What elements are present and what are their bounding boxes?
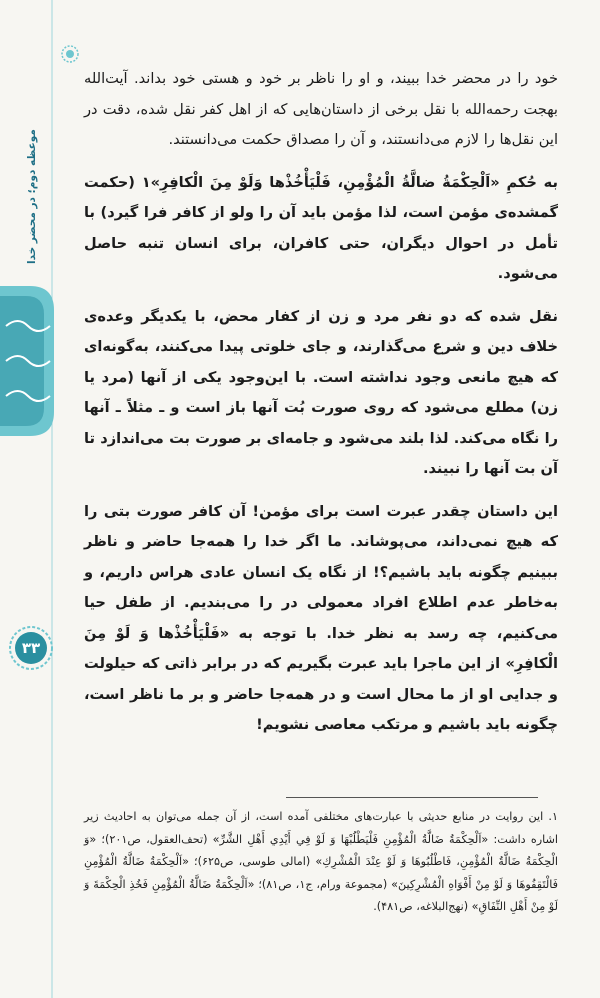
ornament-icon	[60, 44, 80, 64]
footnote-divider	[286, 797, 538, 798]
page-number: ۳۳	[21, 639, 41, 657]
paragraph: این داستان چقدر عبرت است برای مؤمن! آن کافر صورت بتی را که هیچ نمی‌داند، می‌پوشاند. ما اگر خدا را همه‌جا حاضر و ناظر ببینیم چگونه باید باشیم؟! از نگاه یک انسان عادی هراس داریم، و به‌خاطر عدم اطلاع افراد معمولی در را می‌بندیم. از طفل حیا می‌کنیم، چه رسد به نظر خدا. با توجه به «فَلْیَأْخُذْها وَ لَوْ مِنَ الْکافِرِ» از این ماجرا باید عبرت بگیریم که در برابر ذاتی که حیلولت و جدایی او از ما محال است و در همه‌جا حاضر و بر ما ناظر است، چگونه باید باشیم و مرتکب معاصی نشویم!	[84, 502, 558, 733]
footnote: ۱. این روایت در منابع حدیثی با عبارت‌های مختلفی آمده است، از آن جمله می‌توان به احادیث زیر اشاره داشت: «اَلْحِکْمَةُ ضَالَّةُ الْمُؤْمِنِ فَلْیَطْلُبْهَا وَ لَوْ فِي أَیْدِي أَهْلِ الشَّرِّ» (تحف‌العقول، ص۲۰۱)؛ «وَ الْحِکْمَةُ ضَالَّةُ الْمُؤْمِنِ، فَاطْلُبُوهَا وَ لَوْ عِنْدَ الْمُشْرِكِ» (امالی طوسی، ص۶۲۵)؛ «اَلْحِکْمَةُ ضَالَّةُ الْمُؤْمِنِ فَالْتَقِفُوهَا وَ لَوْ مِنْ أَفْوَاهِ الْمُشْرِکِینَ» (مجموعة ورام، ج۱، ص۸۱)؛ «اَلْحِکْمَةُ ضَالَّةُ الْمُؤْمِنِ فَخُذِ الْحِکْمَةَ وَ لَوْ مِنْ أَهْلِ النِّفَاقِ» (نهج‌البلاغه، ص۴۸۱).	[84, 810, 558, 913]
paragraph: نقل شده که دو نفر مرد و زن از کفار محض، با یکدیگر وعده‌ی خلاف دین و شرع می‌گذارند، و جای خلوتی پیدا می‌کنند، به‌گونه‌ای که هیچ مانعی وجود نداشته است. با این‌وجود یکی از آنها (مرد یا زن) مطلع می‌شود که روی صورت بُت آنها باز است و ـ مثلاً ـ آنها را نگاه می‌کند. لذا بلند می‌شود و جامه‌ای بر صورت بت می‌اندازد تا آن بت آنها را نبیند.	[84, 307, 558, 477]
main-text	[84, 64, 558, 753]
paragraph: خود را در محضر خدا ببیند، و او را ناظر بر خود و هستی خود بداند. آیت‌الله بهجت رحمه‌الله با نقل برخی از داستان‌هایی که از اهل کفر نقل شده، دقت در این نقل‌ها را لازم می‌دانستند، و آن را مصداق حکمت می‌دانستند.	[84, 70, 558, 148]
paragraph: به حُکمِ «اَلْحِکْمَةُ ضالَّةُ الْمُؤْمِنِ، فَلْیَأْخُذْها وَلَوْ مِنَ الْکافِرِ»۱ (حکمت گمشده‌ی مؤمن است، لذا مؤمن باید آن را ولو از کافر فرا گیرد) با تأمل در احوال دیگران، حتی کافران، برای انسان تنبه حاصل می‌شود.	[84, 173, 558, 282]
side-ornament-band	[0, 286, 54, 436]
running-title: موعظه دوم؛ در محضر خدا	[26, 129, 38, 264]
